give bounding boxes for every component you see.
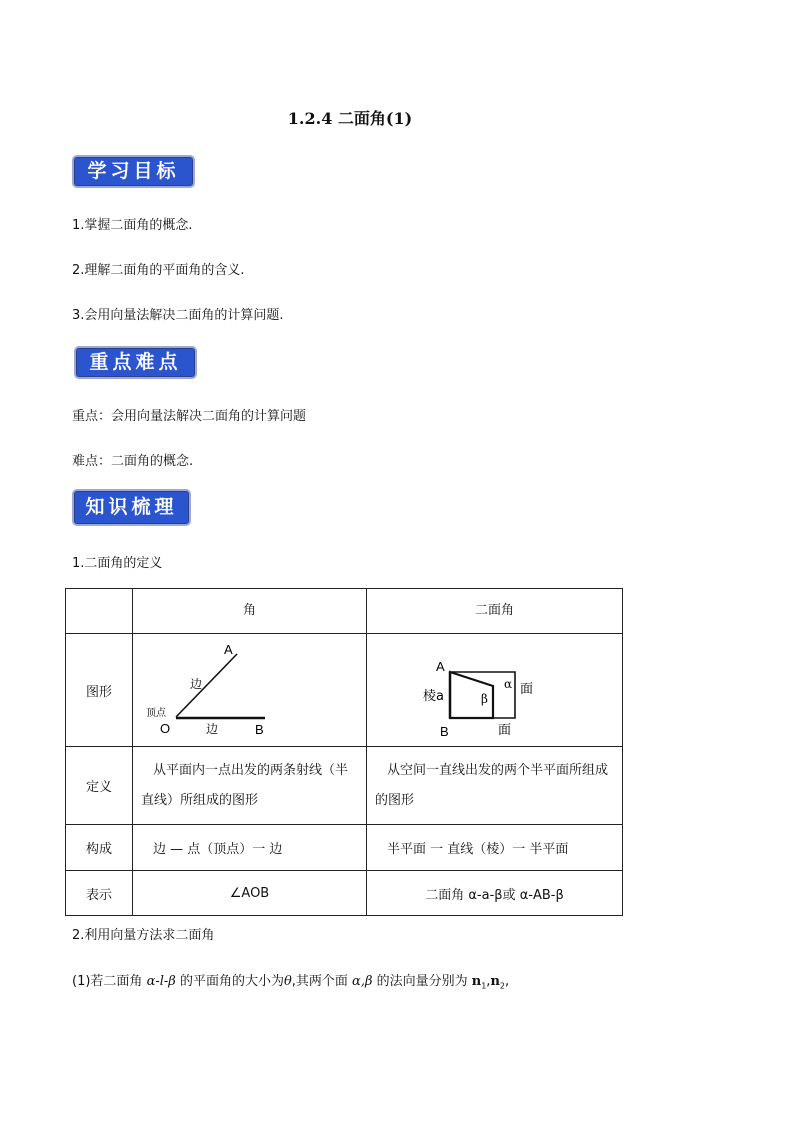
knowledge-heading-2: 2.利用向量方法求二面角 <box>72 928 215 943</box>
formula-mid3: 的法向量分别为 <box>372 974 472 989</box>
formula-mid1: 的平面角的大小为 <box>175 974 284 989</box>
angle-diagram <box>133 634 346 746</box>
key-difficulty: 难点：二面角的概念. <box>72 454 194 469</box>
angle-label-B: B <box>255 722 264 737</box>
normal-vector-n1: n <box>471 974 482 989</box>
definition-table <box>65 588 623 916</box>
dihedral-label-face1: 面 <box>520 682 534 697</box>
dihedral-label-A: A <box>436 659 445 674</box>
formula-planes: α,β <box>352 974 373 989</box>
goal-item-3: 3.会用向量法解决二面角的计算问题. <box>72 308 284 323</box>
table-row-composition <box>66 825 623 871</box>
goal-item-2: 2.理解二面角的平面角的含义. <box>72 263 245 278</box>
dihedral-figure-cell <box>367 634 623 747</box>
formula-end: , <box>504 974 510 989</box>
table-header-angle: 角 <box>133 589 367 634</box>
table-row-definition <box>66 747 623 825</box>
knowledge-heading-1: 1.二面角的定义 <box>72 556 163 571</box>
formula-comma: , <box>486 974 491 989</box>
formula-theta: θ <box>283 974 292 989</box>
angle-label-vertex: 顶点 <box>146 708 166 719</box>
page-title: 1.2.4 二面角(1) <box>287 109 413 128</box>
angle-figure-cell <box>133 634 367 747</box>
key-focus: 重点：会用向量法解决二面角的计算问题 <box>72 409 307 424</box>
dihedral-label-face2: 面 <box>498 723 512 738</box>
angle-label-A: A <box>224 642 233 657</box>
dihedral-label-B: B <box>440 724 449 739</box>
dihedral-label-alpha: α <box>504 677 513 691</box>
section-badge-key: 重点难点 <box>74 346 197 379</box>
section-badge-knowledge: 知识梳理 <box>72 489 191 526</box>
normal-vector-sub2: 2 <box>499 981 505 991</box>
formula-expr: α-l-β <box>146 974 176 989</box>
angle-composition: 边 — 点（顶点）一 边 <box>133 825 367 871</box>
table-header-dihedral: 二面角 <box>367 589 623 634</box>
table-row-notation <box>66 871 623 916</box>
normal-vector-n2: n <box>490 974 500 989</box>
dihedral-definition: 从空间一直线出发的两个半平面所组成的图形 <box>367 747 623 825</box>
normal-vector-sub1: 1 <box>481 981 487 991</box>
angle-definition: 从平面内一点出发的两条射线（半直线）所组成的图形 <box>133 747 367 825</box>
table-corner-cell <box>66 589 133 634</box>
row-label-figure: 图形 <box>66 634 133 747</box>
vector-formula-line <box>72 970 509 991</box>
table-row-figure <box>66 634 623 747</box>
dihedral-label-edge: 棱a <box>423 689 444 704</box>
formula-mid2: ,其两个面 <box>291 974 353 989</box>
section-badge-goals: 学习目标 <box>72 155 195 188</box>
dihedral-diagram <box>367 634 602 746</box>
angle-label-side1: 边 <box>190 677 203 691</box>
formula-prefix: (1)若二面角 <box>72 974 147 989</box>
angle-label-O: O <box>160 721 171 736</box>
dihedral-composition: 半平面 一 直线（棱）一 半平面 <box>367 825 623 871</box>
row-label-composition: 构成 <box>66 825 133 871</box>
angle-label-side2: 边 <box>206 722 219 736</box>
goal-item-1: 1.掌握二面角的概念. <box>72 218 193 233</box>
dihedral-notation: 二面角 α-a-β或 α-AB-β <box>367 871 623 916</box>
angle-notation: ∠AOB <box>133 871 367 916</box>
row-label-notation: 表示 <box>66 871 133 916</box>
table-header-row <box>66 589 623 634</box>
dihedral-label-beta: β <box>481 692 488 706</box>
angle-ray-OA <box>176 654 237 717</box>
row-label-definition: 定义 <box>66 747 133 825</box>
